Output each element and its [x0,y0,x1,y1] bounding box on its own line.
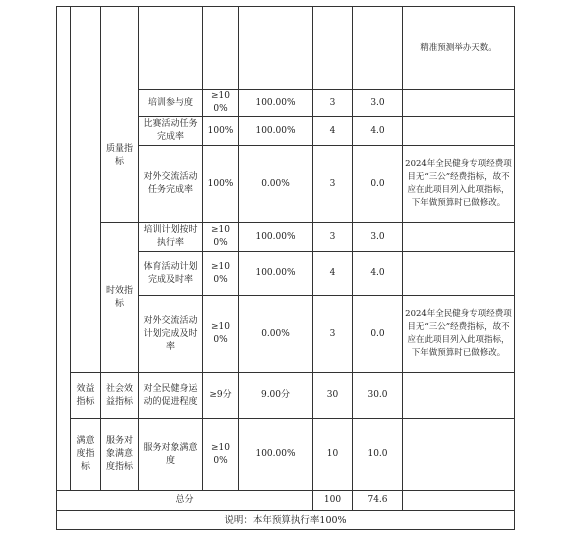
note-cell: 2024年全民健身专项经费项目无“三公”经费指标，故不应在此项目列入此项指标，下年做预算时已做修改。 [403,296,515,373]
total-row [57,491,515,511]
footer-row [57,511,515,530]
target-value: ≥100% [203,252,239,296]
category-satisfaction: 满意度指标 [71,419,101,491]
table-row [57,419,515,491]
metric-name: 对外交流活动计划完成及时率 [139,296,203,373]
metric-name: 培训参与度 [139,90,203,117]
table-row [57,373,515,419]
target-value: ≥9分 [203,373,239,419]
metric-name: 培训计划按时执行率 [139,223,203,252]
actual-value: 100.00% [239,419,313,491]
score-value: 4.0 [353,252,403,296]
total-weight: 100 [313,491,353,511]
score-value: 3.0 [353,223,403,252]
actual-value: 100.00% [239,117,313,146]
target-value: ≥100% [203,90,239,117]
subcategory-service-satisfaction: 服务对象满意度指标 [101,419,139,491]
footer-note: 说明：本年预算执行率100% [57,511,515,530]
score-value: 0.0 [353,296,403,373]
target-value: ≥100% [203,223,239,252]
target-value: ≥100% [203,419,239,491]
actual-value: 0.00% [239,146,313,223]
weight-value: 30 [313,373,353,419]
metric-name: 比赛活动任务完成率 [139,117,203,146]
category-quality: 质量指标 [101,90,139,223]
note-cell [403,90,515,117]
metric-name: 对外交流活动任务完成率 [139,146,203,223]
performance-table [56,6,515,530]
actual-value: 100.00% [239,252,313,296]
metric-name: 体育活动计划完成及时率 [139,252,203,296]
score-value: 0.0 [353,146,403,223]
note-cell: 精准预测举办天数。 [403,7,515,90]
total-label: 总分 [57,491,313,511]
weight-value: 3 [313,90,353,117]
actual-value: 9.00分 [239,373,313,419]
target-value: 100% [203,146,239,223]
weight-value: 4 [313,117,353,146]
total-score: 74.6 [353,491,403,511]
note-cell [403,419,515,491]
actual-value: 0.00% [239,296,313,373]
note-cell [403,117,515,146]
target-value: ≥100% [203,296,239,373]
metric-name: 服务对象满意度 [139,419,203,491]
table-row [57,7,515,90]
actual-value: 100.00% [239,223,313,252]
note-cell [403,373,515,419]
metric-name: 对全民健身运动的促进程度 [139,373,203,419]
score-value: 10.0 [353,419,403,491]
weight-value: 3 [313,146,353,223]
actual-value: 100.00% [239,90,313,117]
score-value: 3.0 [353,90,403,117]
weight-value: 3 [313,296,353,373]
subcategory-social-benefit: 社会效益指标 [101,373,139,419]
weight-value: 4 [313,252,353,296]
category-benefit: 效益指标 [71,373,101,419]
note-cell [403,252,515,296]
weight-value: 3 [313,223,353,252]
note-cell: 2024年全民健身专项经费项目无“三公”经费指标，故不应在此项目列入此项指标，下年做预算时已做修改。 [403,146,515,223]
table-row [57,223,515,252]
category-timeliness: 时效指标 [101,223,139,373]
score-value: 30.0 [353,373,403,419]
score-value: 4.0 [353,117,403,146]
note-cell [403,223,515,252]
target-value: 100% [203,117,239,146]
table-row [57,90,515,117]
weight-value: 10 [313,419,353,491]
